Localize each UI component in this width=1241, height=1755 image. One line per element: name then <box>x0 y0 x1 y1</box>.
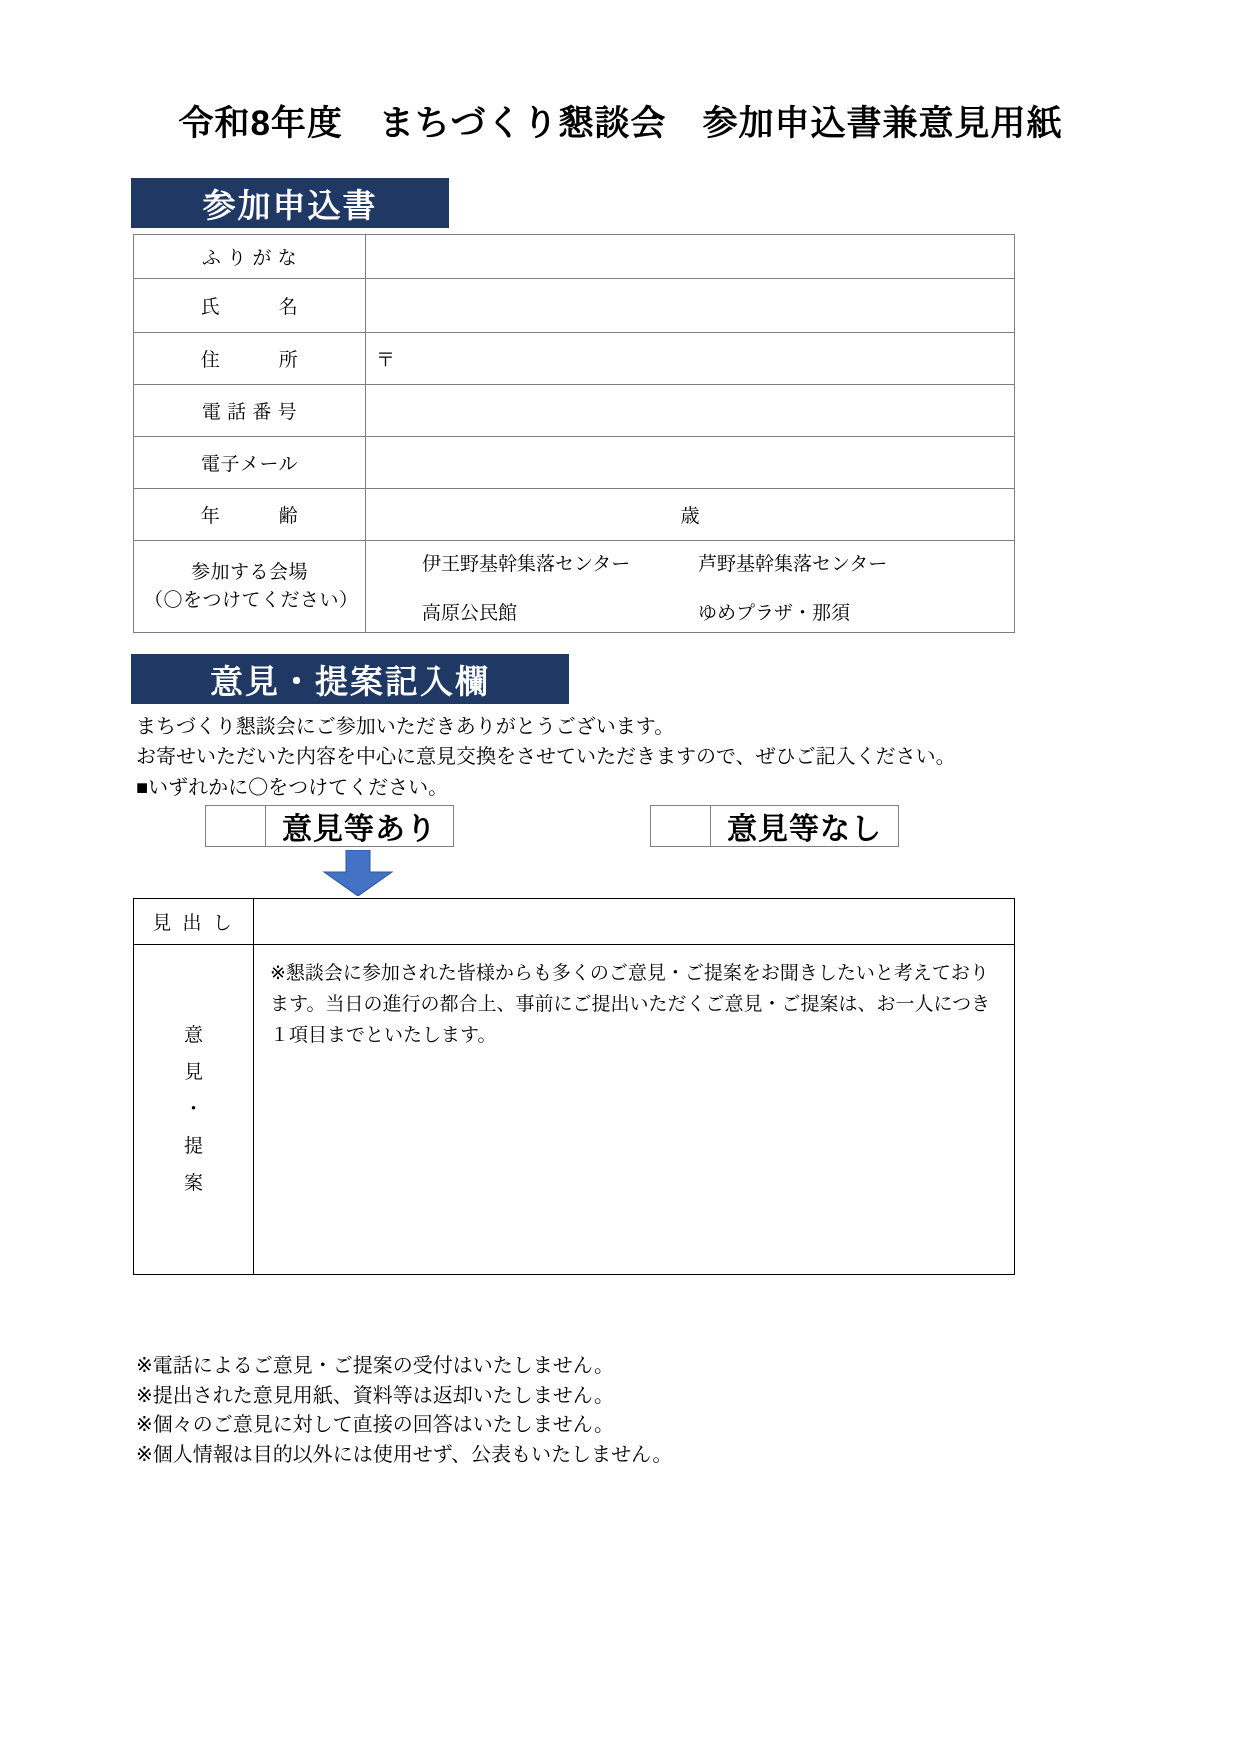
table-row <box>134 333 1015 385</box>
field-label-venue-line1: 参加する会場 <box>190 561 308 583</box>
table-row <box>134 541 1015 633</box>
venue-option-ashino[interactable]: 芦野基幹集落センター <box>698 553 888 575</box>
opinion-body-note: ※懇談会に参加された皆様からも多くのご意見・ご提案をお聞きしたいと考えております。当日の進行の都合上、事前にご提出いただくご意見・ご提案は、お一人につき１項目までといたします。 <box>270 963 991 1046</box>
table-row <box>134 235 1015 279</box>
footer-note-1: ※電話によるご意見・ご提案の受付はいたしません。 <box>136 1355 614 1377</box>
footer-note-3: ※個々のご意見に対して直接の回答はいたしません。 <box>136 1414 614 1437</box>
opinion-table <box>133 898 1015 1275</box>
opinion-body-input[interactable] <box>254 945 1015 1275</box>
table-row <box>134 945 1015 1275</box>
intro-line-3: ■いずれかに〇をつけてください。 <box>136 776 449 799</box>
table-row <box>134 437 1015 489</box>
checkbox-opinion-no[interactable] <box>651 806 711 846</box>
checkbox-opinion-yes[interactable] <box>206 806 266 846</box>
table-row <box>134 385 1015 437</box>
venue-option-takahara[interactable]: 高原公民館 <box>422 602 518 624</box>
field-label-phone: 電 話 番 号 <box>134 385 366 437</box>
field-input-phone[interactable] <box>366 385 1015 437</box>
choice-opinion-no[interactable] <box>650 805 899 847</box>
field-label-furigana: ふ り が な <box>134 235 366 279</box>
page-title: 令和8年度 まちづくり懇談会 参加申込書兼意見用紙 <box>178 104 1063 143</box>
section-banner-application-label: 参加申込書 <box>202 186 378 224</box>
intro-line-2: お寄せいただいた内容を中心に意見交換をさせていただきますので、ぜひご記入ください。 <box>136 746 956 769</box>
intro-line-1: まちづくり懇談会にご参加いただきありがとうございます。 <box>136 716 675 738</box>
choice-opinion-yes-label: 意見等あり <box>282 813 437 846</box>
field-input-name[interactable] <box>366 279 1015 333</box>
opinion-side-label: 意 見 ・ 提 案 <box>134 945 254 1275</box>
field-label-name: 氏 名 <box>134 279 366 333</box>
applicant-table <box>133 234 1015 633</box>
choice-opinion-no-label: 意見等なし <box>727 813 882 846</box>
field-input-age[interactable]: 歳 <box>366 489 1015 541</box>
footer-notes <box>136 1352 672 1470</box>
venue-option-iouno[interactable]: 伊王野基幹集落センター <box>422 553 631 575</box>
venue-option-yumeplaza[interactable]: ゆめプラザ・那須 <box>698 602 851 624</box>
field-label-address: 住 所 <box>134 333 366 385</box>
opinion-heading-input[interactable] <box>254 899 1015 945</box>
section-banner-application <box>131 178 449 228</box>
table-row <box>134 899 1015 945</box>
choice-opinion-yes[interactable] <box>205 805 454 847</box>
field-input-address[interactable]: 〒 <box>366 333 1015 385</box>
field-input-furigana[interactable] <box>366 235 1015 279</box>
table-row <box>134 279 1015 333</box>
table-row <box>134 489 1015 541</box>
field-label-venue <box>134 541 366 633</box>
section-banner-opinion <box>131 654 569 704</box>
section-banner-opinion-label: 意見・提案記入欄 <box>210 662 490 700</box>
field-input-email[interactable] <box>366 437 1015 489</box>
down-arrow-icon <box>312 850 404 901</box>
field-label-age: 年 齢 <box>134 489 366 541</box>
field-label-email: 電子メール <box>134 437 366 489</box>
opinion-intro-text <box>136 712 1056 803</box>
field-input-venue[interactable] <box>366 541 1015 633</box>
footer-note-4: ※個人情報は目的以外には使用せず、公表もいたしません。 <box>136 1443 673 1466</box>
field-label-venue-line2: （〇をつけてください） <box>144 589 359 611</box>
opinion-heading-label: 見 出 し <box>134 899 254 945</box>
footer-note-2: ※提出された意見用紙、資料等は返却いたしません。 <box>136 1384 614 1407</box>
